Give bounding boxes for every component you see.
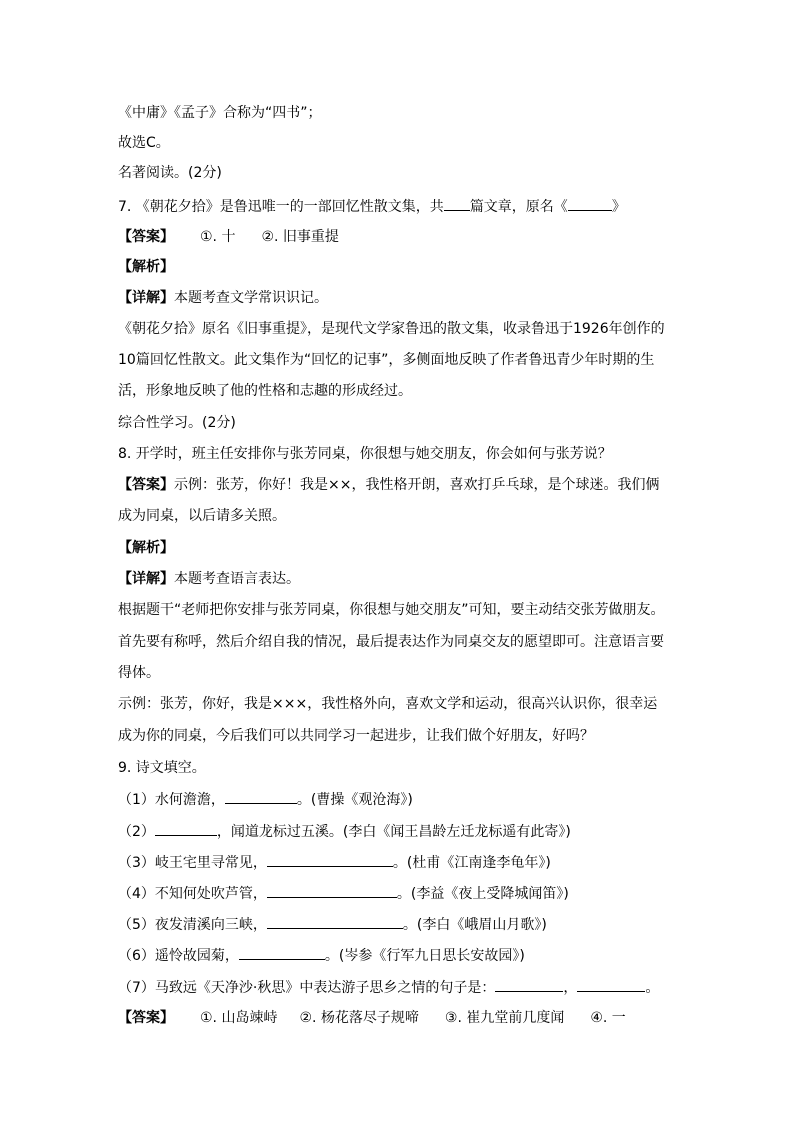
text-line: 《中庸》《孟子》合称为“四书”；	[118, 105, 322, 121]
poem-text: （2）	[118, 824, 155, 840]
poem-text: 。(杜甫《江南逢李龟年》)	[392, 855, 551, 871]
paragraph-line: 《朝花夕拾》原名《旧事重提》，是现代文学家鲁迅的散文集，收录鲁迅于1926年创作的	[118, 321, 665, 337]
poem-line-6	[118, 945, 525, 966]
paragraph-line: 得体。	[118, 665, 160, 681]
answer-text: 示例：张芳，你好！我是××，我性格开朗，喜欢打乒乓球，是个球迷。我们俩	[174, 477, 660, 493]
answer-tag: 【答案】	[118, 1010, 174, 1026]
poem-text: 。(李白《峨眉山月歌》)	[402, 917, 547, 933]
poem-text: （5）夜发清溪向三峡，	[118, 917, 267, 933]
paragraph-line: 活，形象地反映了他的性格和志趣的形成经过。	[118, 383, 412, 399]
detail-text: 本题考查文学常识识记。	[174, 290, 328, 306]
poem-line-3	[118, 852, 551, 873]
section-heading: 综合性学习。(2分)	[118, 415, 236, 431]
answer-blank	[568, 196, 612, 211]
poem-text: （6）遥怜故园菊，	[118, 948, 239, 964]
question-text: 7. 《朝花夕拾》是鲁迅唯一的一部回忆性散文集，共	[118, 199, 444, 215]
paragraph-line: 10篇回忆性散文。此文集作为“回忆的记事”，多侧面地反映了作者鲁迅青少年时期的生	[118, 352, 655, 368]
question-7	[118, 196, 626, 217]
detail-tag: 【详解】	[118, 571, 174, 587]
answer-tag: 【答案】	[118, 229, 174, 245]
answer-blank	[225, 789, 297, 804]
answer-item: ②. 旧事重提	[261, 229, 339, 245]
paragraph-line: 根据题干“老师把你安排与张芳同桌，你很想与她交朋友”可知，要主动结交张芳做朋友。	[118, 602, 665, 618]
answer-blank	[495, 977, 563, 992]
answer-blank	[267, 883, 397, 898]
answer-9	[118, 1008, 626, 1028]
section-heading: 名著阅读。(2分)	[118, 165, 222, 181]
poem-text: （1）水何澹澹，	[118, 792, 225, 808]
poem-text: 。(曹操《观沧海》)	[296, 792, 413, 808]
answer-text-cont: 成为同桌，以后请多关照。	[118, 508, 286, 524]
poem-line-7	[118, 977, 659, 998]
poem-text: ，闻道龙标过五溪。(李白《闻王昌龄左迁龙标遥有此寄》)	[216, 824, 571, 840]
paragraph-line: 首先要有称呼，然后介绍自我的情况，最后提表达作为同桌交友的愿望即可。注意语言要	[118, 634, 664, 650]
answer-item: ②. 杨花落尽子规啼	[299, 1010, 419, 1026]
poem-text: 。	[645, 980, 660, 996]
poem-line-4	[118, 883, 569, 904]
poem-text: （7）马致远《天净沙·秋思》中表达游子思乡之情的句子是：	[118, 980, 496, 996]
answer-item: ①. 十	[200, 229, 236, 245]
answer-item: ①. 山岛竦峙	[200, 1010, 278, 1026]
question-9: 9. 诗文填空。	[118, 760, 206, 776]
question-text: 》	[611, 199, 626, 215]
poem-text: 。(岑参《行军九日思长安故园》)	[324, 948, 525, 964]
poem-text: ，	[563, 980, 578, 996]
answer-blank	[155, 821, 217, 836]
answer-blank	[267, 852, 393, 867]
detail-line	[118, 288, 328, 308]
answer-tag: 【答案】	[118, 477, 174, 493]
answer-item: ③. 崔九堂前几度闻	[444, 1010, 565, 1026]
analysis-tag: 【解析】	[118, 540, 174, 556]
answer-item: ④. 一	[590, 1010, 626, 1026]
analysis-tag: 【解析】	[118, 259, 174, 275]
paragraph-line: 示例：张芳，你好，我是×××，我性格外向，喜欢文学和运动，很高兴认识你，很幸运	[118, 696, 658, 712]
poem-line-1	[118, 789, 413, 810]
answer-blank	[267, 914, 403, 929]
poem-line-2	[118, 821, 571, 842]
paragraph-line: 成为你的同桌，今后我们可以共同学习一起进步，让我们做个好朋友，好吗？	[118, 728, 594, 744]
poem-text: （4）不知何处吹芦管，	[118, 886, 267, 902]
text-line: 故选C。	[118, 135, 170, 151]
answer-blank	[239, 945, 325, 960]
question-text: 篇文章，原名《	[469, 199, 568, 215]
answer-8	[118, 475, 659, 495]
detail-text: 本题考查语言表达。	[174, 571, 300, 587]
detail-tag: 【详解】	[118, 290, 174, 306]
poem-text: 。(李益《夜上受降城闻笛》)	[396, 886, 569, 902]
answer-blank	[444, 196, 470, 211]
answer-blank	[577, 977, 645, 992]
poem-text: （3）岐王宅里寻常见，	[118, 855, 267, 871]
poem-line-5	[118, 914, 547, 935]
question-8: 8. 开学时，班主任安排你与张芳同桌，你很想与她交朋友，你会如何与张芳说？	[118, 446, 612, 462]
answer-7	[118, 227, 339, 247]
detail-line	[118, 569, 300, 589]
